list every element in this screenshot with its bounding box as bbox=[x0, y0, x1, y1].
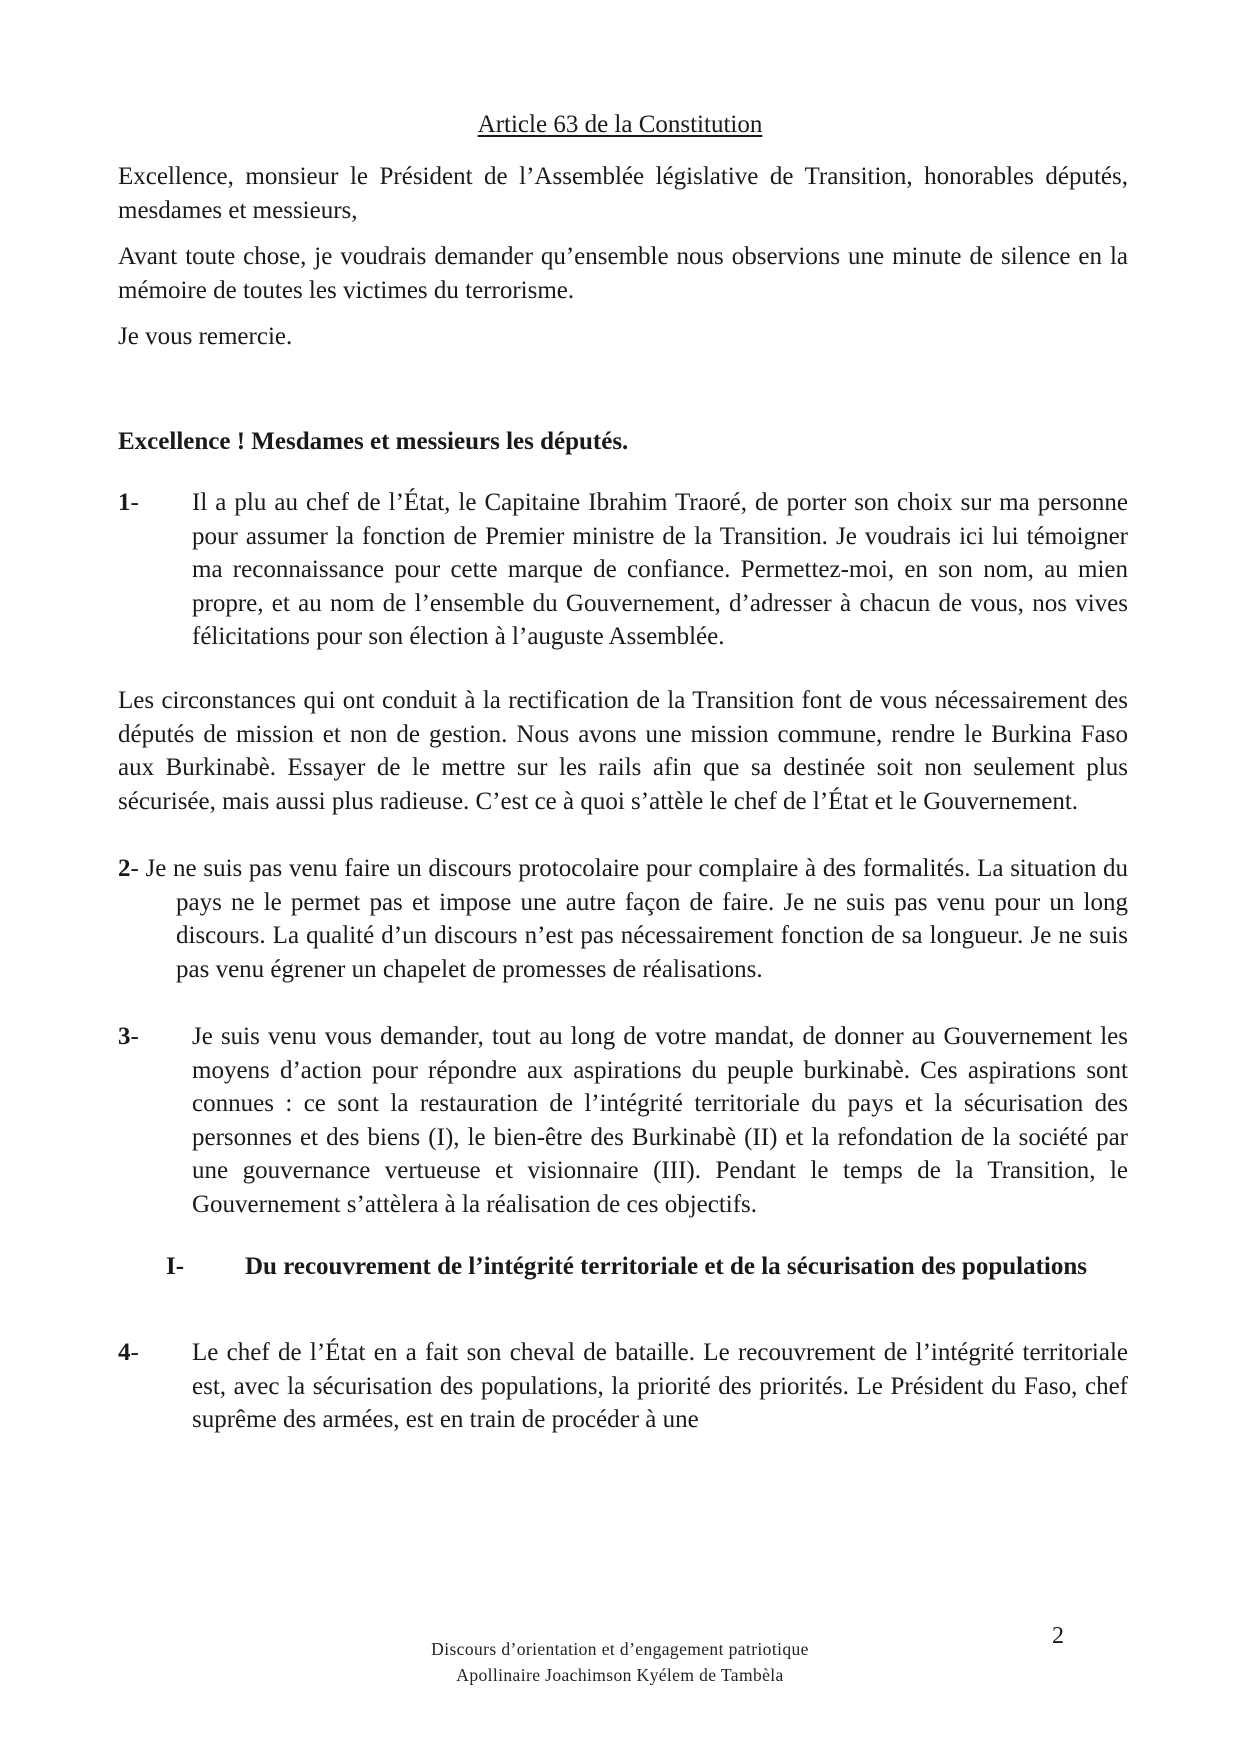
intro-paragraph-2: Avant toute chose, je voudrais demander qu’ensemble nous observions une minute de silence en la mémoire de toutes les victimes du terrorisme. bbox=[118, 243, 1128, 304]
paragraph-circonstances: Les circonstances qui ont conduit à la rectification de la Transition font de vous nécessairement des députés de mission et non de gestion. Nous avons une mission commune, rendre le Burkina Faso aux Burkinabè. Essayer de le mettre sur les rails afin que sa destinée soit non seulement plus sécurisée, mais aussi plus radieuse. C’est ce à quoi s’attèle le chef de l’État et le Gouvernement. bbox=[118, 687, 1128, 815]
page-number: 2 bbox=[1052, 1623, 1064, 1649]
numbered-item-3 bbox=[118, 1020, 1128, 1221]
numbered-item-4 bbox=[118, 1336, 1128, 1437]
item-number: 4- bbox=[118, 1339, 139, 1366]
page-footer bbox=[0, 1636, 1240, 1688]
footer-line-1: Discours d’orientation et d’engagement patriotique bbox=[431, 1639, 809, 1659]
page-title: Article 63 de la Constitution bbox=[477, 111, 763, 138]
section-number: I- bbox=[166, 1253, 185, 1280]
section-title: Du recouvrement de l’intégrité territoriale et de la sécurisation des populations bbox=[245, 1253, 1087, 1280]
item-text: Le chef de l’État en a fait son cheval de bataille. Le recouvrement de l’intégrité territoriale est, avec la sécurisation des populations, la priorité des priorités. Le Président du Faso, chef suprême des armées, est en train de procéder à une bbox=[192, 1339, 1128, 1433]
numbered-item-2 bbox=[118, 852, 1128, 986]
item-number: 3- bbox=[118, 1023, 139, 1050]
item-number: 2 bbox=[118, 855, 131, 882]
intro-paragraph-3: Je vous remercie. bbox=[118, 323, 293, 350]
footer-line-2: Apollinaire Joachimson Kyélem de Tambèla bbox=[456, 1665, 784, 1685]
item-number: 1- bbox=[118, 489, 139, 516]
item-text: Je ne suis pas venu faire un discours protocolaire pour complaire à des formalités. La situation du pays ne le permet pas et impose une autre façon de faire. Je ne suis pas venu pour un long discours. La qualité d’un discours n’est pas nécessairement fonction de sa longueur. Je ne suis pas venu égrener un chapelet de promesses de réalisations. bbox=[145, 855, 1129, 983]
section-heading: Excellence ! Mesdames et messieurs les députés. bbox=[118, 428, 629, 455]
intro-paragraph-1: Excellence, monsieur le Président de l’Assemblée législative de Transition, honorables députés, mesdames et messieurs, bbox=[118, 163, 1128, 224]
numbered-item-1 bbox=[118, 486, 1128, 654]
section-i-heading bbox=[118, 1250, 1128, 1284]
item-text: Je suis venu vous demander, tout au long de votre mandat, de donner au Gouvernement les moyens d’action pour répondre aux aspirations du peuple burkinabè. Ces aspirations sont connues : ce sont la restauration de l’intégrité territoriale du pays et la sécurisation des personnes et des biens (I), le bien-être des Burkinabè (II) et la refondation de la société par une gouvernance vertueuse et visionnaire (III). Pendant le temps de la Transition, le Gouvernement s’attèlera à la réalisation de ces objectifs. bbox=[192, 1023, 1128, 1218]
item-dash: - bbox=[130, 855, 139, 882]
item-text: Il a plu au chef de l’État, le Capitaine Ibrahim Traoré, de porter son choix sur ma personne pour assumer la fonction de Premier ministre de la Transition. Je voudrais ici lui témoigner ma reconnaissance pour cette marque de confiance. Permettez-moi, en son nom, au mien propre, et au nom de l’ensemble du Gouvernement, d’adresser à chacun de vous, nos vives félicitations pour son élection à l’auguste Assemblée. bbox=[192, 489, 1128, 650]
